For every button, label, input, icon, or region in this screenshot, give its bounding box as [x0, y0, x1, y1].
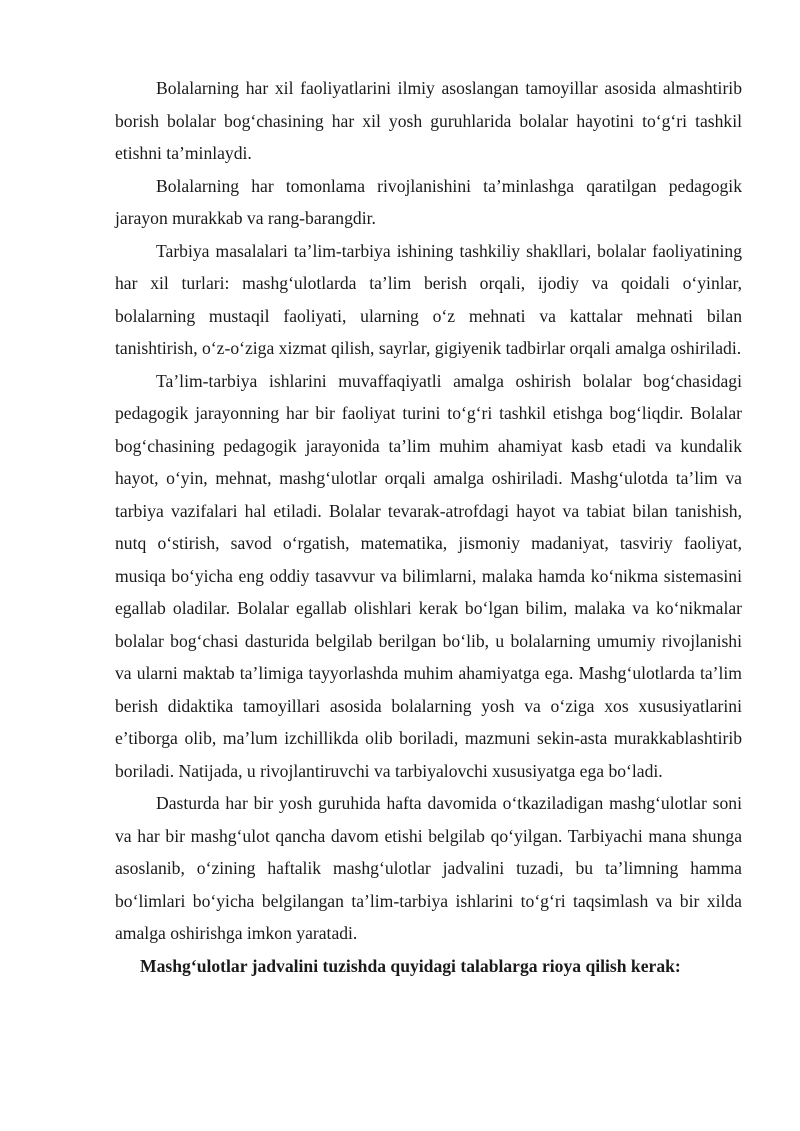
- document-page: [115, 72, 742, 982]
- paragraph-1: Bolalarning har xil faoliyatlarini ilmiy asoslangan tamoyillar asosida almashtirib borish bolalar bog‘chasining har xil yosh guruhlarida bolalar hayotini to‘g‘ri tashkil etishni ta’minlaydi.: [115, 78, 742, 163]
- paragraph-2: Bolalarning har tomonlama rivojlanishini ta’minlashga qaratilgan pedagogik jarayon murakkab va rang-barangdir.: [115, 175, 742, 228]
- paragraph-5: Dasturda har bir yosh guruhida hafta davomida o‘tkaziladigan mashg‘ulotlar soni va har bir mashg‘ulot qancha davom etishi belgilab qo‘yilgan. Tarbiyachi mana shunga asoslanib, o‘zining haftalik mashg‘ulotlar jadvalini tuzadi, bu ta’limning hamma bo‘limlari bo‘yicha belgilangan ta’lim-tarbiya ishlarini to‘g‘ri taqsimlash va bir xilda amalga oshirishga imkon yaratadi.: [115, 793, 742, 943]
- section-heading: Mashg‘ulotlar jadvalini tuzishda quyidagi talablarga rioya qilish kerak:: [140, 955, 681, 976]
- paragraph-4: Ta’lim-tarbiya ishlarini muvaffaqiyatli amalga oshirish bolalar bog‘chasidagi pedagogik jarayonning har bir faoliyat turini to‘g‘ri tashkil etishga bog‘liqdir. Bolalar bog‘chasining pedagogik jarayonida ta’lim muhim ahamiyat kasb etadi va kundalik hayot, o‘yin, mehnat, mashg‘ulotlar orqali amalga oshiriladi. Mashg‘ulotda ta’lim va tarbiya vazifalari hal etiladi. Bolalar tevarak-atrofdagi hayot va tabiat bilan tanishish, nutq o‘stirish, savod o‘rgatish, matematika, jismoniy madaniyat, tasviriy faoliyat, musiqa bo‘yicha eng oddiy tasavvur va bilimlarni, malaka hamda ko‘nikma sistemasini egallab oladilar. Bolalar egallab olishlari kerak bo‘lgan bilim, malaka va ko‘nikmalar bolalar bog‘chasi dasturida belgilab berilgan bo‘lib, u bolalarning umumiy rivojlanishi va ularni maktab ta’limiga tayyorlashda muhim ahamiyatga ega. Mashg‘ulotlarda ta’lim berish didaktika tamoyillari asosida bolalarning yosh va o‘ziga xos xususiyatlarini e’tiborga olib, ma’lum izchillikda olib boriladi, mazmuni sekin-asta murakkablashtirib boriladi. Natijada, u rivojlantiruvchi va tarbiyalovchi xususiyatga ega bo‘ladi.: [115, 370, 742, 781]
- paragraph-3: Tarbiya masalalari ta’lim-tarbiya ishining tashkiliy shakllari, bolalar faoliyatining har xil turlari: mashg‘ulotlarda ta’lim berish orqali, ijodiy va qoidali o‘yinlar, bolalarning mustaqil faoliyati, ularning o‘z mehnati va kattalar mehnati bilan tanishtirish, o‘z-o‘ziga xizmat qilish, sayrlar, gigiyenik tadbirlar orqali amalga oshiriladi.: [115, 240, 742, 358]
